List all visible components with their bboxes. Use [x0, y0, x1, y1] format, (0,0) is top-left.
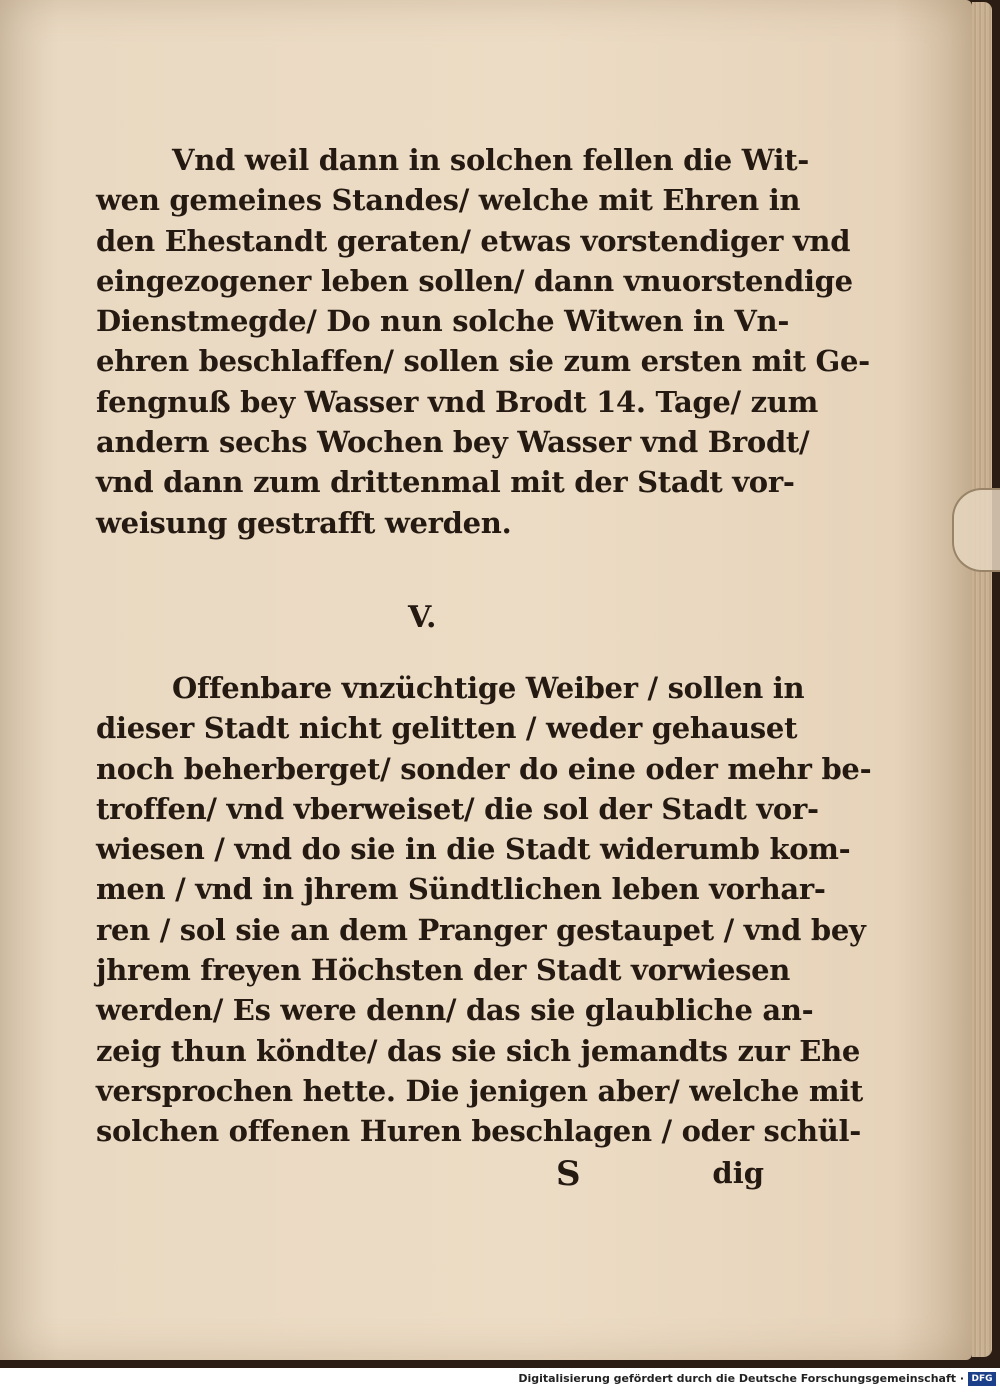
text-line: wiesen / vnd do sie in die Stadt widerumb kom-: [96, 832, 851, 867]
text-line: werden/ Es were denn/ das sie glaubliche an-: [96, 993, 814, 1028]
text-line: noch beherberget/ sonder do eine oder mehr be-: [96, 751, 872, 786]
paragraph-2: [96, 668, 872, 1152]
text-line: men / vnd in jhrem Sündtlichen leben vorhar-: [96, 872, 826, 907]
footer-credit: Digitalisierung gefördert durch die Deutsche Forschungsgemeinschaft ·: [518, 1372, 964, 1385]
text-line: zeig thun köndte/ das sie sich jemandts zur Ehe: [96, 1033, 861, 1068]
digitization-footer: [0, 1368, 1000, 1392]
signature-mark: S: [556, 1154, 581, 1194]
text-line: den Ehestandt geraten/ etwas vorstendiger vnd: [96, 223, 851, 258]
page-tab-marker: [952, 488, 1000, 572]
text-line: andern sechs Wochen bey Wasser vnd Brodt/: [96, 425, 810, 460]
page-footer-marks: [96, 1154, 764, 1194]
text-line: ren / sol sie an dem Pranger gestaupet / vnd bey: [96, 912, 866, 947]
text-line: wen gemeines Standes/ welche mit Ehren in: [96, 183, 801, 218]
catchword: dig: [712, 1156, 764, 1190]
text-line: Offenbare vnzüchtige Weiber / sollen in: [172, 671, 805, 705]
text-line: ehren beschlaffen/ sollen sie zum ersten mit Ge-: [96, 344, 870, 379]
text-line: fengnuß bey Wasser vnd Brodt 14. Tage/ zum: [96, 384, 818, 419]
text-line: eingezogener leben sollen/ dann vnuorstendige: [96, 263, 853, 298]
text-line: troffen/ vnd vberweiset/ die sol der Stadt vor-: [96, 791, 819, 826]
paragraph-1: [96, 140, 870, 543]
text-line: weisung gestrafft werden.: [96, 505, 512, 540]
text-line: versprochen hette. Die jenigen aber/ welche mit: [96, 1073, 864, 1108]
text-line: Dienstmegde/ Do nun solche Witwen in Vn-: [96, 304, 790, 339]
page-edges: [972, 2, 992, 1357]
section-heading: V.: [408, 600, 437, 635]
text-line: jhrem freyen Höchsten der Stadt vorwiesen: [96, 953, 791, 988]
text-line: dieser Stadt nicht gelitten / weder gehauset: [96, 711, 798, 746]
dfg-logo: DFG: [968, 1372, 996, 1386]
text-line: Vnd weil dann in solchen fellen die Wit-: [172, 143, 810, 177]
text-line: solchen offenen Huren beschlagen / oder schül-: [96, 1114, 861, 1149]
text-line: vnd dann zum drittenmal mit der Stadt vor-: [96, 465, 795, 500]
